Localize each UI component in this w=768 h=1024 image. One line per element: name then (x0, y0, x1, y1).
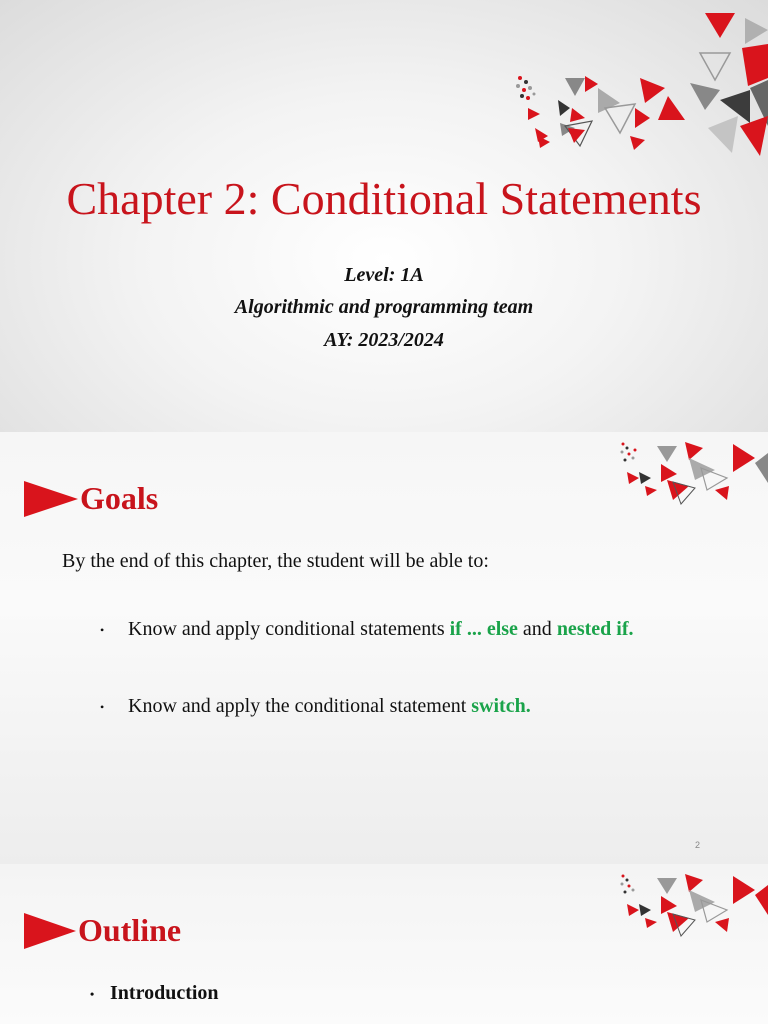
bullet-text: Know and apply conditional statements (128, 618, 450, 640)
triangle-decoration-icon (615, 438, 768, 518)
page-number: 2 (694, 840, 700, 850)
outline-heading (24, 912, 181, 949)
bullet-text: and (517, 618, 557, 640)
goals-heading (24, 480, 158, 517)
outline-slide (0, 864, 768, 1024)
academic-year-text: AY: 2023/2024 (324, 329, 444, 351)
red-triangle-arrow-icon (24, 481, 78, 517)
bullet-icon: • (100, 623, 105, 637)
list-item (100, 618, 633, 642)
keyword-switch: switch. (471, 695, 531, 717)
keyword-if-else: if ... else (449, 618, 518, 640)
outline-heading-text: Outline (78, 912, 182, 948)
slide-title: Chapter 2: Conditional Statements (66, 173, 702, 224)
outline-item-label: Introduction (110, 982, 219, 1004)
list-item-text (128, 618, 633, 642)
goals-heading-text: Goals (80, 480, 159, 516)
list-item-text (128, 695, 531, 719)
outline-item-introduction (90, 982, 219, 1006)
list-item (100, 695, 531, 719)
goals-intro: By the end of this chapter, the student will be able to: (62, 550, 489, 572)
team-text: Algorithmic and programming team (234, 296, 534, 318)
triangle-decoration-icon (510, 8, 768, 158)
bullet-icon: • (90, 987, 95, 1001)
bullet-icon: • (100, 700, 105, 714)
goals-slide (0, 432, 768, 864)
triangle-decoration-icon (615, 870, 768, 950)
keyword-nested-if: nested if. (556, 618, 634, 640)
bullet-text: Know and apply the conditional statement (128, 695, 472, 717)
level-text: Level: 1A (344, 264, 424, 286)
title-slide (0, 0, 768, 432)
red-triangle-arrow-icon (24, 913, 76, 949)
